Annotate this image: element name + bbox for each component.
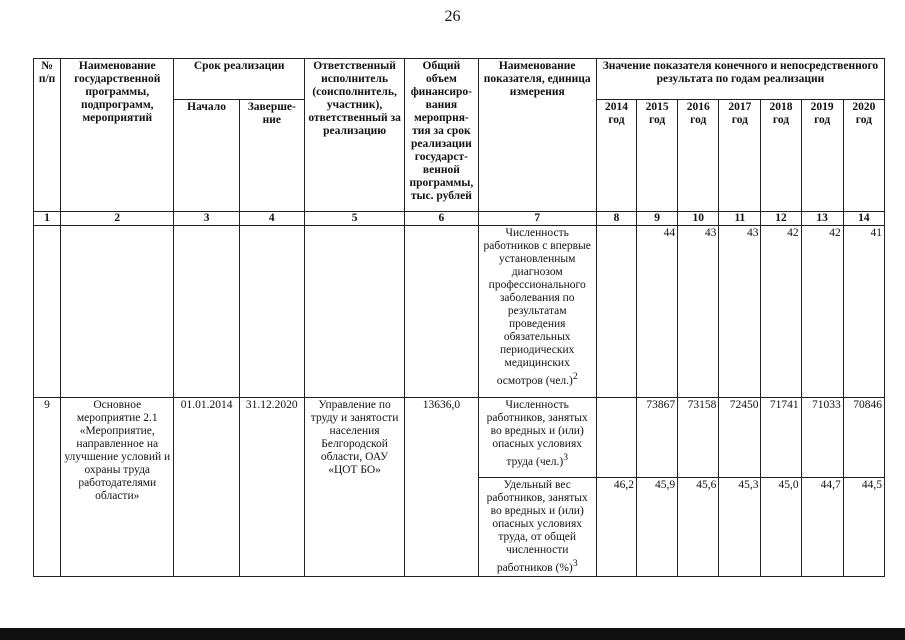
header-year: 2015 год <box>637 100 678 212</box>
indicator-value: 45,3 <box>719 478 761 577</box>
header-end: Заверше-ние <box>239 100 304 212</box>
indicator-value: 42 <box>761 226 801 398</box>
indicator-name: Удельный вес работников, занятых во вредных и (или) опасных условиях труда, от общей численности работников (%)$^3$ <box>478 478 596 577</box>
indicator-value: 73158 <box>678 398 719 478</box>
indicator-name: Численность работников, занятых во вредных и (или) опасных условиях труда $(чел.)^3$ <box>478 398 596 478</box>
measure-end: 31.12.2020 <box>239 398 304 577</box>
indicator-value: 71033 <box>801 398 843 478</box>
indicator-value: 70846 <box>843 398 884 478</box>
indicator-value: 71741 <box>761 398 801 478</box>
header-funding: Общий объем финансиро-вания меропрня-тия за срок реализации государст-венной программы, тыс. рублей <box>405 59 478 212</box>
indicator-value: 44,7 <box>801 478 843 577</box>
column-number: 10 <box>678 212 719 226</box>
indicator-value: 45,9 <box>637 478 678 577</box>
table-row <box>34 398 885 478</box>
header-name: Наименование государственной программы, подпрограмм, мероприятий <box>61 59 174 212</box>
header-year: 2019 год <box>801 100 843 212</box>
column-number: 4 <box>239 212 304 226</box>
indicator-value: 73867 <box>637 398 678 478</box>
indicator-value: 72450 <box>719 398 761 478</box>
header-indicator: Наименование показателя, единица измерения <box>478 59 596 212</box>
indicator-value: 43 <box>719 226 761 398</box>
indicator-value: 43 <box>678 226 719 398</box>
column-number: 12 <box>761 212 801 226</box>
indicator-value: 44 <box>637 226 678 398</box>
header-period: Срок реализации <box>174 59 304 100</box>
header-year: 2020 год <box>843 100 884 212</box>
column-number: 11 <box>719 212 761 226</box>
column-number: 3 <box>174 212 239 226</box>
indicator-value <box>596 226 636 398</box>
header-executor: Ответственный исполнитель (соисполнитель, участник), ответственный за реализацию <box>304 59 404 212</box>
indicator-value: 46,2 <box>596 478 636 577</box>
indicator-value: 45,6 <box>678 478 719 577</box>
header-year: 2014 год <box>596 100 636 212</box>
column-number: 14 <box>843 212 884 226</box>
scan-bottom-edge <box>0 628 905 640</box>
column-number: 6 <box>405 212 478 226</box>
header-row-1 <box>34 59 885 100</box>
indicator-value: 42 <box>801 226 843 398</box>
indicator-name: Численность работников с впервые установленным диагнозом профессионального заболевания по результатам проведения обязательных периодических медицинских осмотров $(чел.)^2$ <box>478 226 596 398</box>
header-year: 2016 год <box>678 100 719 212</box>
page-number: 26 <box>444 8 461 25</box>
table-row <box>34 226 885 398</box>
header-year: 2017 год <box>719 100 761 212</box>
measure-number: 9 <box>34 398 61 577</box>
footnote-mark: 2 <box>572 371 578 382</box>
column-number: 2 <box>61 212 174 226</box>
indicator-value: 41 <box>843 226 884 398</box>
column-number: 13 <box>801 212 843 226</box>
footnote-mark: 3 <box>572 558 578 569</box>
header-start: Начало <box>174 100 239 212</box>
column-numbers-row <box>34 212 885 226</box>
measure-executor: Управление по труду и занятости населения Белгородской области, ОАУ «ЦОТ БО» <box>304 398 404 577</box>
column-number: 8 <box>596 212 636 226</box>
measure-start: 01.01.2014 <box>174 398 239 577</box>
column-number: 7 <box>478 212 596 226</box>
column-number: 5 <box>304 212 404 226</box>
measure-funding: 13636,0 <box>405 398 478 577</box>
header-num: № п/п <box>34 59 61 212</box>
indicator-value: 45,0 <box>761 478 801 577</box>
measure-name: Основное мероприятие 2.1 «Мероприятие, направленное на улучшение условий и охраны труда работодателями области» <box>61 398 174 577</box>
column-number: 9 <box>637 212 678 226</box>
program-indicators-table <box>33 58 885 577</box>
header-values: Значение показателя конечного и непосредственного результата по годам реализации <box>596 59 884 100</box>
footnote-mark: 3 <box>563 452 568 463</box>
header-year: 2018 год <box>761 100 801 212</box>
indicator-value <box>596 398 636 478</box>
column-number: 1 <box>34 212 61 226</box>
indicator-value: 44,5 <box>843 478 884 577</box>
